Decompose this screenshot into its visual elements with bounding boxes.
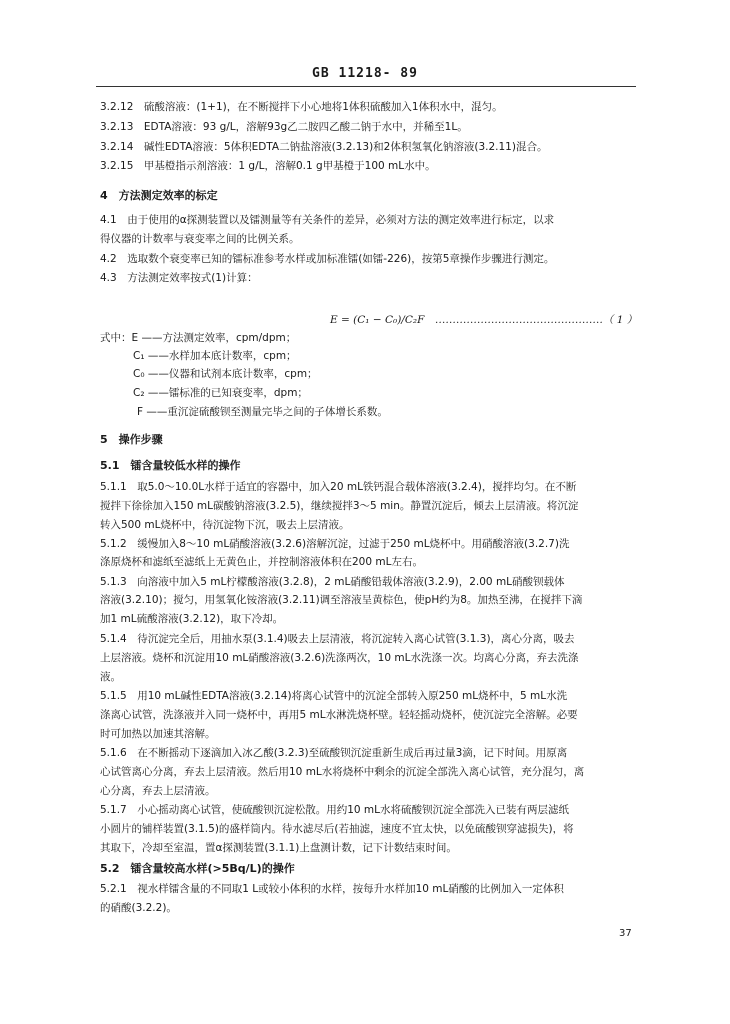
where-c0: C₀ ——仪器和试剂本底计数率，cpm；: [133, 368, 318, 380]
page-number: 37: [619, 928, 632, 939]
clause-3-2-15: 3.2.15 甲基橙指示剂溶液：1 g/L，溶解0.1 g甲基橙于100 mL水中。: [100, 160, 436, 172]
header-rule: [96, 86, 636, 87]
clause-4-2: 4.2 选取数个衰变率已知的镭标准参考水样或加标准镭(如镭-226)，按第5章操作步骤进行测定。: [100, 253, 555, 265]
clause-5-1-4-line1: 5.1.4 待沉淀完全后，用抽水泵(3.1.4)吸去上层清液，将沉淀转入离心试管(3.1.3)，离心分离，吸去: [100, 633, 575, 645]
clause-5-1-6-line1: 5.1.6 在不断摇动下逐滴加入冰乙酸(3.2.3)至硫酸钡沉淀重新生成后再过量3滴，记下时间。用原离: [100, 747, 568, 759]
clause-5-2-1-line1: 5.2.1 视水样镭含量的不同取1 L或较小体积的水样，按每升水样加10 mL硝酸的比例加入一定体积: [100, 883, 564, 895]
clause-5-1-7-line2: 小圆片的铺样装置(3.1.5)的盛样筒内。待水滤尽后(若抽滤，速度不宜太快，以免硫酸钡穿滤损失)，将: [100, 823, 574, 835]
section-4-heading: 4 方法测定效率的标定: [100, 189, 218, 202]
clause-5-1-1-line2: 搅拌下徐徐加入150 mL碳酸钠溶液(3.2.5)，继续搅拌3～5 min。静置沉淀后，倾去上层清液。将沉淀: [100, 500, 579, 512]
clause-5-1-2-line1: 5.1.2 缓慢加入8～10 mL硝酸溶液(3.2.6)溶解沉淀，过滤于250 mL烧杯中。用硝酸溶液(3.2.7)洗: [100, 538, 570, 550]
section-5-heading: 5 操作步骤: [100, 433, 163, 446]
where-c2: C₂ ——镭标准的已知衰变率，dpm；: [133, 387, 308, 399]
clause-5-1-3-line1: 5.1.3 向溶液中加入5 mL柠檬酸溶液(3.2.8)，2 mL硝酸铅载体溶液(3.2.9)，2.00 mL硝酸钡载体: [100, 576, 565, 588]
clause-5-1-7-line1: 5.1.7 小心摇动离心试管，使硫酸钡沉淀松散。用约10 mL水将硫酸钡沉淀全部洗入已装有两层滤纸: [100, 804, 569, 816]
clause-5-1-5-line3: 时可加热以加速其溶解。: [100, 728, 216, 740]
clause-3-2-14: 3.2.14 碱性EDTA溶液：5体积EDTA二钠盐溶液(3.2.13)和2体积氢氧化钠溶液(3.2.11)混合。: [100, 141, 548, 153]
where-e: 式中：E ——方法测定效率，cpm/dpm；: [100, 332, 297, 344]
clause-5-1-1-line3: 转入500 mL烧杯中，待沉淀物下沉，吸去上层清液。: [100, 519, 350, 531]
section-5-1-heading: 5.1 镭含量较低水样的操作: [100, 459, 241, 472]
standard-number-header: GB 11218- 89: [312, 66, 418, 81]
where-c1: C₁ ——水样加本底计数率，cpm；: [133, 350, 297, 362]
where-f: F ——重沉淀硫酸钡至测量完毕之间的子体增长系数。: [137, 406, 388, 418]
clause-5-1-4-line3: 液。: [100, 671, 121, 683]
clause-5-1-3-line2: 溶液(3.2.10)；搅匀，用氢氧化铵溶液(3.2.11)调至溶液呈黄棕色，使pH约为8。加热至沸，在搅拌下滴: [100, 594, 583, 606]
clause-5-1-7-line3: 其取下，冷却至室温，置α探测装置(3.1.1)上盘测计数，记下计数结束时间。: [100, 842, 457, 854]
clause-4-1-line2: 得仪器的计数率与衰变率之间的比例关系。: [100, 233, 300, 245]
clause-5-1-5-line1: 5.1.5 用10 mL碱性EDTA溶液(3.2.14)将离心试管中的沉淀全部转入原250 mL烧杯中，5 mL水洗: [100, 690, 568, 702]
formula-1: E = (C₁ − C₀)/C₂F …………………………………………（ 1 ）: [330, 314, 638, 326]
clause-4-1-line1: 4.1 由于使用的α探测装置以及镭测量等有关条件的差异，必须对方法的测定效率进行标定，以求: [100, 214, 555, 226]
clause-3-2-13: 3.2.13 EDTA溶液：93 g/L，溶解93g乙二胺四乙酸二钠于水中，并稀至1L。: [100, 121, 468, 133]
section-5-2-heading: 5.2 镭含量较高水样(>5Bq/L)的操作: [100, 862, 295, 875]
clause-5-1-2-line2: 涤原烧杯和滤纸至滤纸上无黄色止，并控制溶液体积在200 mL左右。: [100, 556, 423, 568]
clause-3-2-12: 3.2.12 硫酸溶液：(1+1)，在不断搅拌下小心地将1体积硫酸加入1体积水中，混匀。: [100, 101, 503, 113]
clause-5-1-6-line3: 心分离，弃去上层清液。: [100, 785, 216, 797]
clause-5-1-4-line2: 上层溶液。烧杯和沉淀用10 mL硝酸溶液(3.2.6)洗涤两次，10 mL水洗涤一次。均离心分离，弃去洗涤: [100, 652, 579, 664]
clause-4-3: 4.3 方法测定效率按式(1)计算：: [100, 272, 258, 284]
clause-5-1-5-line2: 涤离心试管，洗涤液并入同一烧杯中，再用5 mL水淋洗烧杯壁。轻轻摇动烧杯，使沉淀完全溶解。必要: [100, 709, 578, 721]
clause-5-1-3-line3: 加1 mL硫酸溶液(3.2.12)，取下冷却。: [100, 613, 284, 625]
clause-5-2-1-line2: 的硝酸(3.2.2)。: [100, 902, 177, 914]
clause-5-1-6-line2: 心试管离心分离，弃去上层清液。然后用10 mL水将烧杯中剩余的沉淀全部洗入离心试管，充分混匀，离: [100, 766, 585, 778]
clause-5-1-1-line1: 5.1.1 取5.0～10.0L水样于适宜的容器中，加入20 mL铁钙混合载体溶液(3.2.4)，搅拌均匀。在不断: [100, 481, 577, 493]
